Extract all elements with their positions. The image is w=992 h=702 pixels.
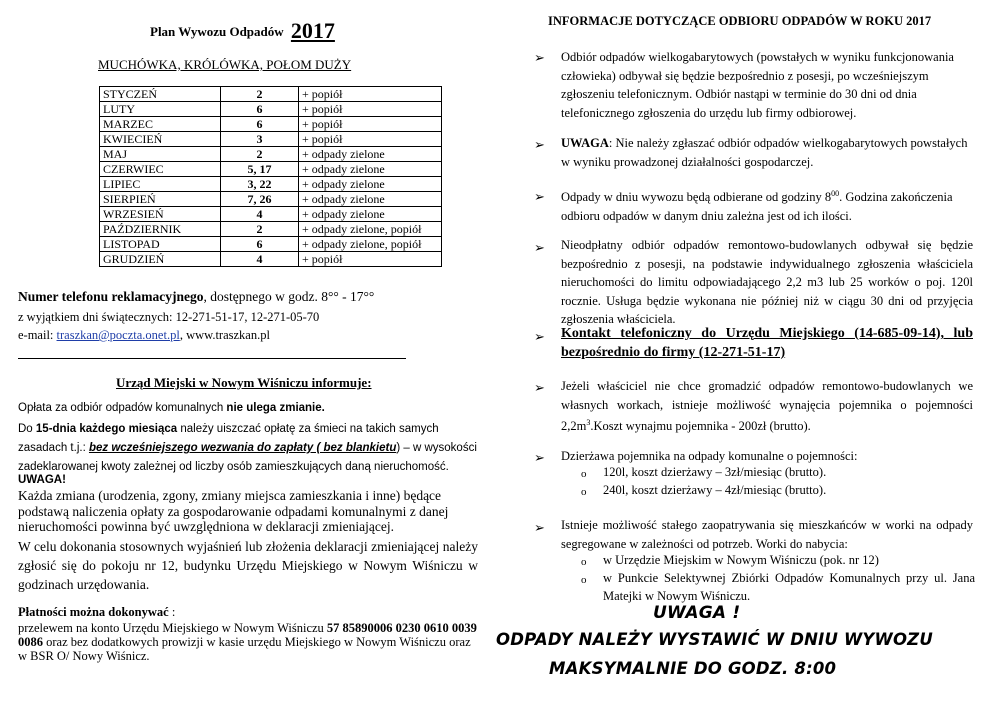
arrowhead-bullet-icon: ➢	[534, 50, 545, 65]
arrowhead-bullet-icon: ➢	[534, 189, 545, 204]
schedule-waste-type: + odpady zielone	[299, 177, 442, 192]
schedule-waste-type: + popiół	[299, 132, 442, 147]
info-bullet-pickup-time	[561, 185, 973, 225]
circle-bullet-icon: o	[581, 468, 587, 480]
payment-details	[18, 621, 478, 663]
info-bullet-container-rental	[561, 377, 973, 436]
fee-notice	[18, 402, 325, 414]
schedule-waste-type: + odpady zielone	[299, 147, 442, 162]
due-text-a: Do	[18, 423, 36, 435]
schedule-year: 2017	[290, 18, 335, 43]
info-bullet-container-lease: Dzierżawa pojemnika na odpady komunalne o pojemności:	[561, 449, 858, 463]
uwaga-label: UWAGA!	[18, 474, 66, 486]
rental-text-b: .Koszt wynajmu pojemnika - 200zł (brutto).	[590, 419, 811, 434]
bags-location-pszok-b: Matejki w Nowym Wiśniczu.	[603, 589, 751, 603]
warning-line-1: ODPADY NALEŻY WYSTAWIĆ W DNIU WYWOZU	[496, 630, 933, 649]
schedule-days: 6	[221, 102, 299, 117]
schedule-days: 2	[221, 147, 299, 162]
schedule-days: 2	[221, 222, 299, 237]
schedule-waste-type: + odpady zielone	[299, 207, 442, 222]
schedule-month: MARZEC	[100, 117, 221, 132]
pickup-time-text-a: Odpady w dniu wywozu będą odbierane od godziny 8	[561, 190, 832, 205]
payment-text-b: oraz bez dodatkowych prowizji w kasie urzędu Miejskiego w Nowym Wiśniczu oraz w BSR O/ Nowy Wiśnicz.	[18, 635, 471, 663]
info-bullet-business-text: : Nie należy zgłaszać odbiór odpadów wielkogabarytowych powstałych w wyniku prowadzonej działalności gospodarczej.	[561, 136, 968, 169]
complaint-phone-label: Numer telefonu reklamacyjnego	[18, 289, 204, 304]
info-bullet-contact: Kontakt telefoniczny do Urzędu Miejskiego (14-685-09-14), lub bezpośrednio do firmy (12-271-51-17)	[561, 326, 973, 360]
schedule-days: 5, 17	[221, 162, 299, 177]
arrowhead-bullet-icon: ➢	[534, 240, 545, 255]
pickup-time-sup: 00	[831, 189, 840, 198]
circle-bullet-icon: o	[581, 574, 587, 586]
schedule-month: CZERWIEC	[100, 162, 221, 177]
rental-sup: 3	[586, 418, 591, 427]
schedule-days: 4	[221, 252, 299, 267]
payment-text-a: przelewem na konto Urzędu Miejskiego w Nowym Wiśniczu	[18, 621, 327, 635]
schedule-month: KWIECIEŃ	[100, 132, 221, 147]
warning-heading: UWAGA !	[653, 603, 741, 623]
schedule-days: 4	[221, 207, 299, 222]
bags-location-office: w Urzędzie Miejskim w Nowym Wiśniczu (pok. nr 12)	[603, 553, 879, 567]
schedule-days: 6	[221, 117, 299, 132]
arrowhead-bullet-icon: ➢	[534, 450, 545, 465]
info-bullet-business-waste	[561, 134, 973, 171]
bank-account-number: 57 85890006 0230 0610 0039 0086	[18, 621, 477, 649]
schedule-waste-type: + popiół	[299, 117, 442, 132]
contact-email-line	[18, 328, 270, 343]
warning-line-2: MAKSYMALNIE DO GODZ. 8:00	[549, 659, 837, 678]
schedule-waste-type: + odpady zielone, popiół	[299, 237, 442, 252]
schedule-waste-type: + odpady zielone	[299, 162, 442, 177]
circle-bullet-icon: o	[581, 556, 587, 568]
schedule-month: LUTY	[100, 102, 221, 117]
complaint-phone-numbers: z wyjątkiem dni świątecznych: 12-271-51-17, 12-271-05-70	[18, 310, 320, 324]
info-bullet-bulky-waste: Odbiór odpadów wielkogabarytowych (powstałych w wyniku funkcjonowania człowieka) odbywał się będzie bezpośrednio z posesji, po wcześniejszym zgłoszeniu telefonicznym. Odbiór nastąpi w terminie do 30 dni od dnia telefonicznego zgłoszenia do urzędu lub firmy odbiorowej.	[561, 50, 954, 120]
arrowhead-bullet-icon: ➢	[534, 137, 545, 152]
complaint-phone-hours: , dostępnego w godz. 8°° - 17°°	[203, 289, 375, 304]
schedule-row	[100, 162, 442, 177]
change-notice: Każda zmiana (urodzenia, zgony, zmiany miejsca zamieszkania i inne) będące podstawą naliczenia opłaty za gospodarowanie odpadami komunalnymi z danej nieruchomości powinna być uwzględniona w deklaracji zmieniającej.	[18, 488, 449, 534]
website-text: , www.traszkan.pl	[179, 328, 270, 342]
section-divider	[18, 358, 406, 359]
email-label: e-mail:	[18, 328, 57, 342]
schedule-waste-type: + popiół	[299, 252, 442, 267]
lease-option-120l: 120l, koszt dzierżawy – 3zł/miesiąc (brutto).	[603, 465, 827, 479]
arrowhead-bullet-icon: ➢	[534, 329, 545, 344]
pickup-time-text-b: . Godzina zakończenia odbioru odpadów w danym dniu zależna jest od ich ilości.	[561, 190, 953, 223]
schedule-days: 3, 22	[221, 177, 299, 192]
schedule-row	[100, 102, 442, 117]
schedule-title-text: Plan Wywozu Odpadów	[150, 24, 284, 39]
due-deadline: 15-dnia każdego miesiąca	[35, 423, 178, 435]
due-text-c: należy uiszczać opłatę za śmieci na takich samych zasadach t.j.:	[18, 423, 439, 454]
schedule-locations: MUCHÓWKA, KRÓLÓWKA, POŁOM DUŻY	[98, 57, 352, 72]
bags-location-pszok-a: w Punkcie Selektywnej Zbiórki Odpadów Komunalnych przy ul. Jana	[603, 571, 975, 585]
schedule-waste-type: + odpady zielone	[299, 192, 442, 207]
circle-bullet-icon: o	[581, 486, 587, 498]
schedule-row	[100, 117, 442, 132]
lease-option-240l: 240l, koszt dzierżawy – 4zł/miesiąc (brutto).	[603, 483, 827, 497]
fee-notice-text: Opłata za odbiór odpadów komunalnych	[18, 402, 227, 414]
schedule-days: 3	[221, 132, 299, 147]
schedule-month: SIERPIEŃ	[100, 192, 221, 207]
schedule-waste-type: + popiół	[299, 102, 442, 117]
payment-heading	[18, 605, 175, 620]
payment-heading-text: Płatności można dokonywać	[18, 605, 169, 619]
due-text-e: ) – w wysokości zadeklarowanej kwoty zależnej od liczby osób zamieszkujących daną nieruchomość.	[18, 442, 477, 473]
info-uwaga: UWAGA	[561, 136, 609, 150]
schedule-month: WRZESIEŃ	[100, 207, 221, 222]
arrowhead-bullet-icon: ➢	[534, 520, 545, 535]
schedule-row	[100, 237, 442, 252]
info-bullet-construction-waste: Nieodpłatny odbiór odpadów remontowo-budowlanych odbywał się będzie bezpośrednio z posesji, na podstawie indywidualnego zgłoszenia właściciela nieruchomości do limitu odpowiadającego 2,2 m3 lub 25 worków o poj. 120l rocznie. Usługa będzie wykonana nie później niż w ciągu 30 dni od przyjęcia zgłoszenia właściciela.	[561, 238, 973, 326]
due-date-notice	[18, 420, 488, 477]
office-heading: Urząd Miejski w Nowym Wiśniczu informuje:	[116, 375, 372, 390]
schedule-days: 7, 26	[221, 192, 299, 207]
schedule-month: LISTOPAD	[100, 237, 221, 252]
schedule-month: GRUDZIEŃ	[100, 252, 221, 267]
info-bullet-bags: Istnieje możliwość stałego zaopatrywania się mieszkańców w worki na odpady segregowane w zależności od potrzeb. Worki do nabycia:	[561, 518, 973, 551]
arrowhead-bullet-icon: ➢	[534, 380, 545, 395]
schedule-row	[100, 87, 442, 102]
payment-heading-colon: :	[168, 605, 176, 619]
schedule-month: MAJ	[100, 147, 221, 162]
schedule-row	[100, 207, 442, 222]
schedule-row	[100, 222, 442, 237]
schedule-row	[100, 252, 442, 267]
schedule-month: LIPIEC	[100, 177, 221, 192]
due-no-reminder: bez wcześniejszego wezwania do zapłaty ( bez blankietu	[88, 442, 397, 454]
schedule-month: STYCZEŃ	[100, 87, 221, 102]
info-title: INFORMACJE DOTYCZĄCE ODBIORU ODPADÓW W ROKU 2017	[548, 14, 932, 28]
schedule-waste-type: + popiół	[299, 87, 442, 102]
schedule-row	[100, 177, 442, 192]
collection-schedule-table	[99, 86, 442, 267]
email-link[interactable]: traszkan@poczta.onet.pl	[56, 328, 180, 342]
schedule-row	[100, 192, 442, 207]
explain-notice: W celu dokonania stosownych wyjaśnień lub złożenia deklaracji zmieniającej należy zgłosić się do pokoju nr 12, budynku Urzędu Miejskiego w Nowym Wiśniczu w godzinach urzędowania.	[18, 539, 478, 592]
schedule-days: 2	[221, 87, 299, 102]
schedule-row	[100, 132, 442, 147]
schedule-month: PAŹDZIERNIK	[100, 222, 221, 237]
schedule-days: 6	[221, 237, 299, 252]
schedule-title	[150, 18, 335, 44]
fee-notice-emphasis: nie ulega zmianie.	[226, 402, 325, 414]
schedule-waste-type: + odpady zielone, popiół	[299, 222, 442, 237]
rental-text-a: Jeżeli właściciel nie chce gromadzić odpadów remontowo-budowlanych we własnych workach, istnieje możliwość wynajęcia pojemnika o pojemności 2,2m	[561, 379, 973, 434]
complaint-phone-line	[18, 289, 374, 305]
schedule-row	[100, 147, 442, 162]
